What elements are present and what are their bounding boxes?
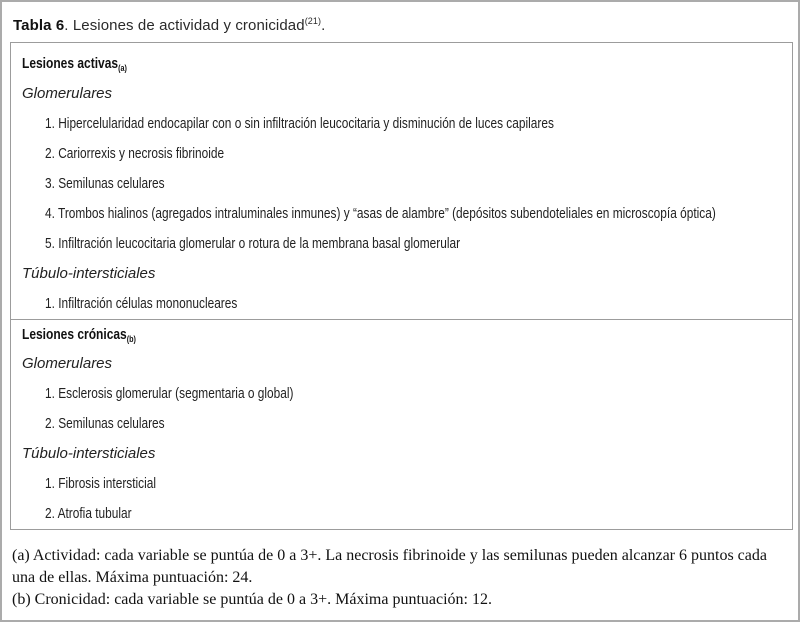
table-caption — [13, 17, 325, 34]
table-caption-number: Tabla 6 — [13, 17, 65, 34]
list-item: 5. Infiltración leucocitaria glomerular o rotura de la membrana basal glomerular — [45, 236, 461, 252]
footnote-marker-b: (b) — [126, 334, 136, 344]
section-header-active-lesions — [11, 49, 792, 79]
list-item: 4. Trombos hialinos (agregados intraluminales inmunes) y “asas de alambre” (depósitos subendoteliales en microscopía óptica) — [45, 206, 716, 222]
list-item: 2. Atrofia tubular — [45, 506, 132, 522]
section-header-label: Lesiones activas — [22, 55, 119, 72]
group-label-tubulointerstitial-active: Túbulo-intersticiales — [22, 265, 156, 282]
list-item: 1. Fibrosis intersticial — [45, 476, 157, 492]
list-item: 1. Esclerosis glomerular (segmentaria o global) — [45, 386, 294, 402]
footnote-a: (a) Actividad: cada variable se puntúa de 0 a 3+. La necrosis fibrinoide y las semilunas pueden alcanzar 6 puntos cada una de ellas. Máxima puntuación: 24. — [12, 547, 767, 586]
table-caption-period: . — [321, 17, 326, 34]
list-item: 1. Infiltración células mononucleares — [45, 296, 238, 312]
table-caption-reference: (21) — [304, 16, 322, 26]
footnotes — [12, 545, 794, 611]
group-label-tubulointerstitial-chronic: Túbulo-intersticiales — [22, 445, 156, 462]
list-item: 1. Hipercelularidad endocapilar con o sin infiltración leucocitaria y disminución de luces capilares — [45, 116, 554, 132]
section-header-label: Lesiones crónicas — [22, 326, 127, 343]
group-label-glomerular-chronic: Glomerulares — [22, 355, 113, 372]
table-caption-text: . Lesiones de actividad y cronicidad — [64, 17, 305, 34]
section-header-chronic-lesions — [11, 319, 792, 349]
group-label-glomerular-active: Glomerulares — [22, 85, 113, 102]
footnote-b: (b) Cronicidad: cada variable se puntúa de 0 a 3+. Máxima puntuación: 12. — [12, 591, 492, 608]
footnote-marker-a: (a) — [118, 63, 127, 73]
list-item: 2. Semilunas celulares — [45, 416, 165, 432]
list-item: 3. Semilunas celulares — [45, 176, 165, 192]
lesions-table — [10, 42, 793, 530]
list-item: 2. Cariorrexis y necrosis fibrinoide — [45, 146, 225, 162]
